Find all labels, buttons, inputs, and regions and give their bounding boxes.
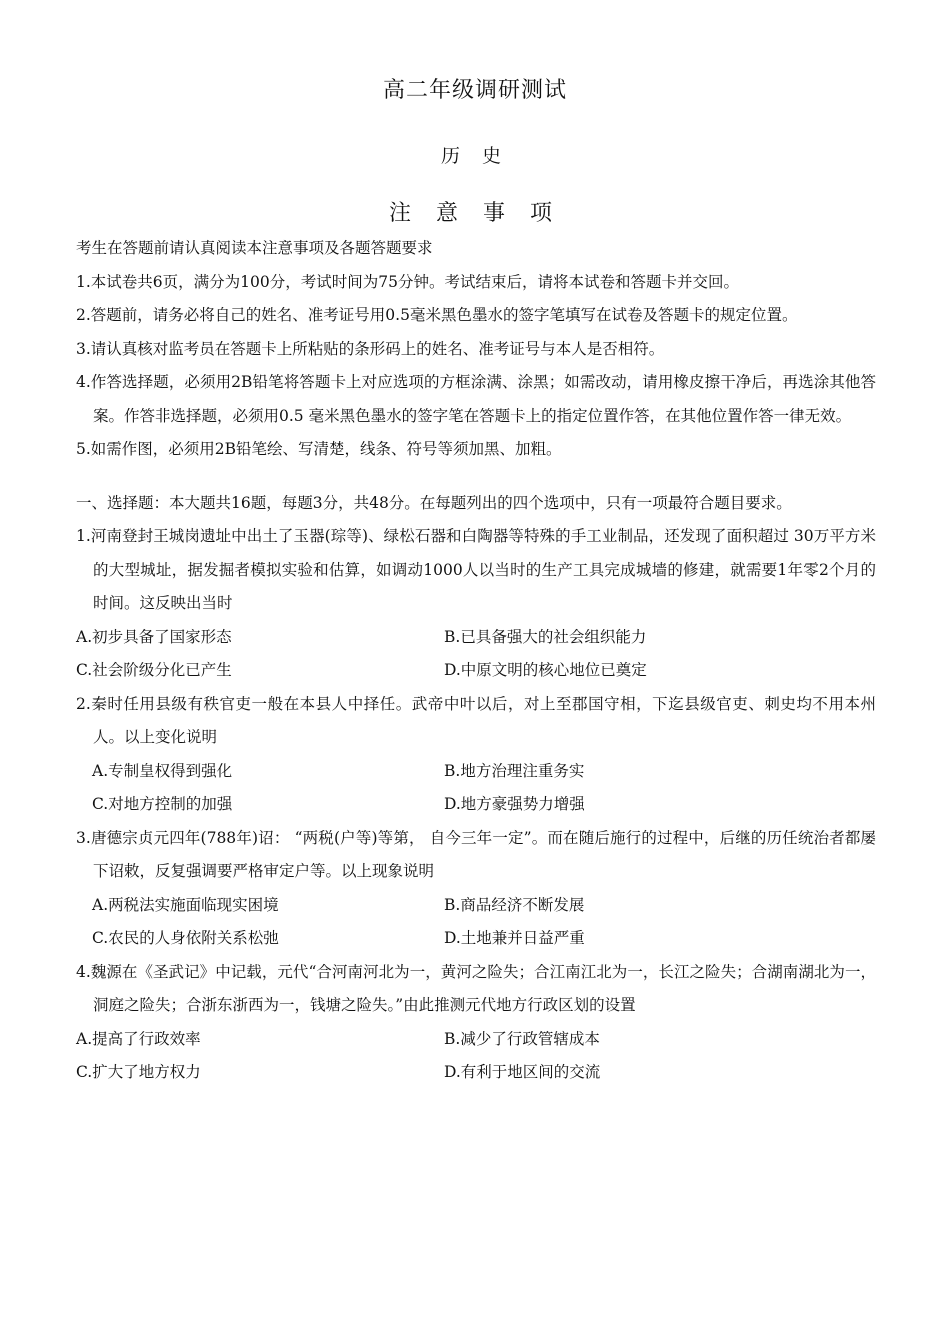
question-stem-4: 4.魏源在《圣武记》中记载，元代“合河南河北为一，黄河之险失；合江南江北为一，长江之险失；合湖南湖北为一，洞庭之险失；合浙东浙西为一，钱塘之险失。”由此推测元代地方行政区划的设置 (76, 962, 876, 1014)
option-d: D.有利于地区间的交流 (444, 1063, 601, 1081)
notice-item: 4.作答选择题，必须用2B铅笔将答题卡上对应选项的方框涂满、涂黑；如需改动，请用橡皮擦干净后，再选涂其他答案。作答非选择题，必须用0.5 毫米黑色墨水的签字笔在答题卡上的指定位置作答，在其他位置作答一律无效。 (76, 373, 876, 425)
question-stem-1: 1.河南登封王城岗遗址中出土了玉器(琮等)、绿松石器和白陶器等特殊的手工业制品，还发现了面积超过 30万平方米的大型城址，据发掘者模拟实验和估算，如调动1000人以当时的生产工具完成城墙的修建，就需要1年零2个月的时间。这反映出当时 (76, 527, 876, 612)
option-d: D.土地兼并日益严重 (444, 929, 585, 947)
option-a: A.初步具备了国家形态 (76, 627, 232, 646)
option-b: B.已具备强大的社会组织能力 (444, 627, 647, 646)
question-options-3 (76, 889, 876, 956)
option-c: C.对地方控制的加强 (92, 795, 233, 813)
notice-intro: 考生在答题前请认真阅读本注意事项及各题答题要求 (76, 239, 433, 257)
option-d: D.地方豪强势力增强 (444, 795, 585, 813)
section-gap (76, 467, 876, 487)
notice-item: 1.本试卷共6页，满分为100分，考试时间为75分钟。考试结束后，请将本试卷和答题卡并交回。 (76, 272, 739, 291)
option-d: D.中原文明的核心地位已奠定 (444, 661, 647, 679)
notice-heading: 注 意 事 项 (389, 201, 561, 226)
subject-title: 历 史 (440, 145, 510, 167)
option-b: B.减少了行政管辖成本 (444, 1029, 600, 1048)
question-options-4 (76, 1023, 876, 1090)
exam-content (76, 232, 876, 1090)
notice-item: 3.请认真核对监考员在答题卡上所粘贴的条形码上的姓名、准考证号与本人是否相符。 (76, 339, 665, 358)
question-options-2 (76, 755, 876, 822)
question-options-1 (76, 621, 876, 688)
option-c: C.农民的人身依附关系松弛 (92, 929, 279, 947)
notice-item: 2.答题前，请务必将自己的姓名、准考证号用0.5毫米黑色墨水的签字笔填写在试卷及答题卡的规定位置。 (76, 306, 798, 324)
option-a: A.专制皇权得到强化 (92, 761, 233, 780)
option-a: A.两税法实施面临现实困境 (92, 895, 279, 914)
notice-item: 5.如需作图，必须用2B铅笔绘、写清楚，线条、符号等须加黑、加粗。 (76, 440, 562, 458)
option-c: C.扩大了地方权力 (76, 1063, 201, 1081)
option-a: A.提高了行政效率 (76, 1029, 201, 1048)
question-stem-2: 2.秦时任用县级有秩官吏一般在本县人中择任。武帝中叶以后，对上至郡国守相，下迄县级官吏、刺史均不用本州人。以上变化说明 (76, 694, 876, 746)
exam-title: 高二年级调研测试 (382, 78, 567, 103)
option-c: C.社会阶级分化已产生 (76, 661, 232, 679)
question-stem-3: 3.唐德宗贞元四年(788年)诏： “两税(户等)等第， 自今三年一定”。而在随后施行的过程中，后继的历任统治者都屡下诏敕，反复强调要严格审定户等。以上现象说明 (76, 828, 876, 880)
section-heading: 一、选择题：本大题共16题，每题3分，共48分。在每题列出的四个选项中，只有一项最符合题目要求。 (76, 493, 792, 512)
option-b: B.地方治理注重务实 (444, 761, 585, 780)
option-b: B.商品经济不断发展 (444, 895, 585, 914)
